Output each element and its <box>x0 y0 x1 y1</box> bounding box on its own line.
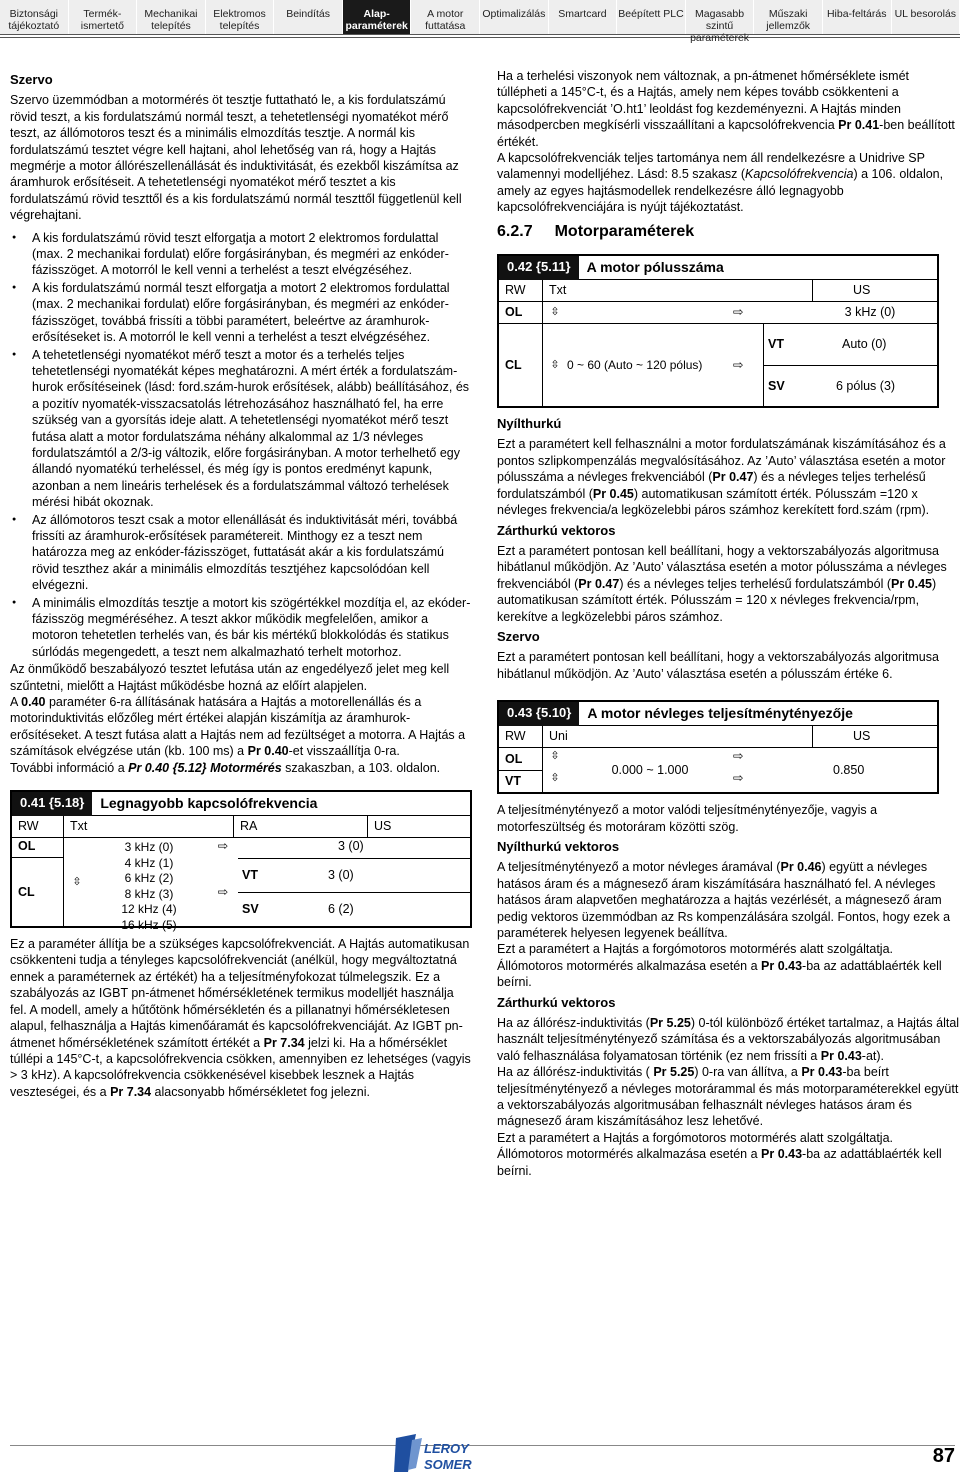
right-arrow-icon: ⇨ <box>733 357 744 372</box>
left-column <box>10 68 472 1100</box>
nav-tab[interactable]: Beépített PLC <box>617 0 686 34</box>
nav-tab[interactable]: Beindítás <box>274 0 343 34</box>
section-heading: 6.2.7 Motorparaméterek <box>497 222 695 240</box>
svg-text:LEROY: LEROY <box>424 1441 469 1456</box>
param-number: 0.42 {5.11} <box>499 256 579 280</box>
subheading: Szervo <box>497 628 540 644</box>
param-name: A motor névleges teljesítménytényezője <box>587 705 853 722</box>
nav-tab[interactable]: Smartcard <box>549 0 618 34</box>
nav-tab[interactable]: Elektromos telepítés <box>206 0 275 34</box>
subheading: Zárthurkú vektoros <box>497 522 616 538</box>
paragraph: Az önműködő beszabályozó tesztet lefutása után az engedélyező jelet meg kell szűntetni, mielőtt a Hajtást működésbe hozná az előírt alapjelen. <box>10 662 450 693</box>
paragraph: További információ a Pr 0.40 {5.12} Motormérés szakaszban, a 103. oldalon. <box>10 760 441 775</box>
param-number: 0.41 {5.18} <box>12 792 92 816</box>
paragraph: Ha az állórész-induktivitás ( Pr 5.25) 0-ra van állítva, a Pr 0.43-ba beírt teljesítménytényező a névleges motorárammal és más motorparaméterekkel együtt a vektorszabályozás algoritmusában felhasznált névleges hatásos áram és mágnesező áram kiszámításához lesz lehetővé. <box>497 1065 959 1129</box>
nav-tab[interactable]: Magasabb szintű paraméterek <box>686 0 755 34</box>
nav-tab[interactable]: A motor futtatása <box>411 0 480 34</box>
right-arrow-icon: ⇨ <box>217 884 229 899</box>
paragraph: Ha az állórész-induktivitás (Pr 5.25) 0-tól különböző értéket tartalmaz, a Hajtás által használt teljesítménytényező számítása és a vektorszabályozás algoritmusában való felhasználása folyamatosan történik (ez nem frissíti a Pr 0.43-at). <box>497 1016 960 1063</box>
nav-tab[interactable]: Biztonsági tájékoztató <box>0 0 69 34</box>
subheading: Zárthurkú vektoros <box>497 994 616 1010</box>
param-table-0-42: 0.42 {5.11} A motor pólusszáma RW Txt US OL ⇳ ⇨ 3 kHz (0) CL ⇳ 0 ~ 60 (Auto ~ 120 pólus) ⇨ VT Auto (0) SV 6 pólus (3) <box>497 254 939 408</box>
list-item: ● A kis fordulatszámú rövid teszt elforgatja a motort 2 elektromos fordulattal (max. 2 mechanikai fordulat) előre forgásirányban, és megméri az enkóder-fázisszöget. A motorról le kell venni a terhelést a teszt elvégzéséhez. <box>10 230 472 279</box>
nav-tab[interactable]: Műszaki jellemzők <box>754 0 823 34</box>
right-column <box>497 68 960 1179</box>
paragraph: A kapcsolófrekvenciák teljes tartománya nem áll rendelkezésre a Unidrive SP valamennyi modelljéhez. Lásd: 8.5 szakasz (Kapcsolófrekvencia) a 106. oldalon, amely az egyes hajtásmodellek rendelkezésre álló legnagyobb kapcsolófrekvenciájára is nyújt tájékoztatást. <box>497 151 944 215</box>
subheading: Nyílthurkú vektoros <box>497 838 620 854</box>
svg-text:SOMER: SOMER <box>424 1457 472 1472</box>
paragraph: Ezt a paramétert pontosan kell beállítani, hogy a vektorszabályozás algoritmusa hibátlanul működjön. Az ’Auto’ választása esetén a pólusszám értéke 6. <box>497 650 939 681</box>
updown-arrow-icon: ⇳ <box>72 875 82 888</box>
list-item: ● Az állómotoros teszt csak a motor ellenállását és induktivitását méri, továbbá frissíti az áramhurok-erősítések paramétereit. Minthogy ez a teszt nem határozza meg az enkóder-fázisszöget, futtatását akár a kis fordulatszámú rövid teszthez akár a minimális elmozdítás tesztjéhez kapcsolódóan kell elvégezni. <box>10 512 472 594</box>
right-arrow-icon: ⇨ <box>217 839 229 854</box>
param-table-0-41: 0.41 {5.18} Legnagyobb kapcsolófrekvencia RW Txt RA US OL CL ⇳ 3 kHz (0) 4 kHz (1) 6 kHz (2) 8 kHz (3) 12 kHz (4) 16 kHz (5) ⇨ ⇨ 3 (0) VT 3 (0) SV 6 (2) <box>10 790 472 928</box>
updown-arrow-icon: ⇳ <box>550 358 560 371</box>
nav-tab[interactable]: Hiba-feltárás <box>823 0 892 34</box>
test-list <box>10 230 472 661</box>
paragraph: Ezt a paramétert a Hajtás a forgómotoros motormérés alatt szolgáltatja. Állómotoros motormérés alkalmazása esetén a Pr 0.43-ba az adattáblaérték kell beírni. <box>497 1130 942 1178</box>
paragraph: Ezt a paramétert kell felhasználni a motor fordulatszámának kiszámításához és a pontos szlipkompenzálás megvalósításához. Az ’Auto’ választása esetén a motor pólusszáma a névleges frekvenciából (Pr 0.47) és a névleges teljes terhelésű fordulatszámból (Pr 0.45) automatikusan számított érték. Pólusszám =120 x névleges frekvencia/a legközelebbi páros számhoz kerekített ford.szám (rpm). <box>497 437 946 518</box>
list-item: ● A kis fordulatszámú normál teszt elforgatja a motort 2 elektromos fordulattal (max. 2 mechanikai fordulat) előre forgásirányban, és megméri az enkóder-fázisszöget, továbbá frissíti a többi paramétert, beleértve az áramhurok-erősítéseket is. A motorról le kell venni a terhelést a teszt elvégzéséhez. <box>10 280 472 346</box>
param-table-0-43: 0.43 {5.10} A motor névleges teljesítménytényezője RW Uni US OL VT ⇳ ⇳ 0.000 ~ 1.000 ⇨ ⇨ 0.850 <box>497 700 939 794</box>
param-name: A motor pólusszáma <box>586 259 724 276</box>
updown-arrow-icon: ⇳ <box>550 772 560 785</box>
param-number: 0.43 {5.10} <box>499 702 579 726</box>
nav-tab[interactable]: UL besorolás <box>892 0 960 34</box>
paragraph: Ezt a paramétert pontosan kell beállítani, hogy a vektorszabályozás algoritmusa hibátlanul működjön. Az ’Auto’ választása esetén a motor pólusszáma a névleges frekvenciából (Pr 0.47) és a névleges teljes terhelésű fordulatszámból (Pr 0.45) automatikusan számított érték. Pólusszám = 120 x névleges frekvencia/rpm, kerekítve a legközelebbi páros számhoz. <box>497 543 947 624</box>
nav-tab[interactable]: Mechanikai telepítés <box>137 0 206 34</box>
right-arrow-icon: ⇨ <box>733 305 744 320</box>
paragraph: A 0.40 paraméter 6-ra állításának hatására a Hajtás a motorellenállás és a motorinduktivitás előzőleg mért értékei alapján kiszámítja az áramhurok-erősítéseket. A teszt futása alatt a Hajtás nem ad fezültséget a motorra. A Hajtás a számítások elvégzése után (kb. 100 ms) a Pr 0.40-et visszaállítja 0-ra. <box>10 695 466 759</box>
nav-tab[interactable]: Optimalizálás <box>480 0 549 34</box>
section-nav <box>0 0 960 44</box>
nav-tab[interactable]: Termék-ismertető <box>69 0 138 34</box>
leroy-somer-logo <box>394 1432 494 1476</box>
param-name: Legnagyobb kapcsolófrekvencia <box>100 795 318 812</box>
paragraph: A teljesítménytényező a motor névleges áramával (Pr 0.46) együtt a névleges hatásos áram és a mágnesező áram kiszámítására használható fel. A névleges hatásos áram alapvetően meghatározza a hajtás vezérlését, a mágnesező áram pedig vektoros üzemmódban az Rs kompenzálására szolgál. Fontos, hogy ezek a paraméterek helyesen legyenek beállítva. <box>497 860 951 940</box>
list-item: ● A minimális elmozdítás tesztje a motort kis szögértékkel mozdítja el, az ekóder-fázisszög megméréséhez. A teszt akkor működik megfelelően, amikor a motoron tehetetlen terhelés van, és bár kis mértékű blokkolódás és statikus súrlódás megengedett, a teszt nem alkalmazható terhelt motorhoz. <box>10 595 472 661</box>
servo-intro: Szervo üzemmódban a motormérés öt tesztje futtatható le, a kis fordulatszámú rövid teszt, a kis fordulatszámú normál teszt, a tehetetlenségi nyomatékot mérő teszt, az állómotoros teszt és a minimális elmozdítás tesztje. A normál kis fordulatszámú tesztet végre kell hajtani, ahol lehetőség van rá, hogy a Hajtás megmérje a motor állórészellenállását és induktivitását, és ezekből kiszámítsa az áramhurok erősítéseit. A tehetetlenségi nyomatékot mérő tesztet a kis fordulatszámú rövid teszttől és a kis fordulatszámú normál teszttől függetlenül kell végrehajtani. <box>10 93 462 223</box>
right-arrow-icon: ⇨ <box>733 771 744 786</box>
nav-tab[interactable]: Alap-paraméterek <box>343 0 412 34</box>
paragraph: A teljesítménytényező a motor valódi teljesítménytényezője, vagyis a motorfeszültség és motoráram közötti szög. <box>497 803 878 834</box>
paragraph: Ezt a paramétert a Hajtás a forgómotoros motormérés alatt szolgáltatja. Állómotoros motormérés alkalmazása esetén a Pr 0.43-ba az adattáblaérték kell beírni. <box>497 942 942 990</box>
paragraph: Ez a paraméter állítja be a szükséges kapcsolófrekvenciát. A Hajtás automatikusan csökkenteni tudja a tényleges kapcsolófrekvenciát (anélkül, hogy megváltoztatná ennek a paraméternek az értékét) ha a teljesítményfokozat túlmelegszik. Ez a szabályozás az IGBT pn-átmenet hőmérsékletének termikus modelljét használja fel. A modell, amely a hűtőtönk hőmérsékletén és a pillanatnyi hőmérsékletesen alapul, felhasználja a Hajtás kimenőáramát és kapcsolófrekvenciáját. Az IGBT pn-átmenet hőmérsékletének számított értékét a Pr 7.34 jelzi ki. Ha a hőmérséklet túllépi a 145°C-t, a kapcsolófrekvencia csökken, amennyiben ez lehetséges (vagyis > 3 kHz). A kapcsolófrekvencia csökkenésével kisebbek lesznek a Hajtás veszteségei, és a Pr 7.34 alacsonyabb hőmérsékletet fog jelezni. <box>10 937 471 1099</box>
section-title: Szervo <box>10 72 53 87</box>
page-number: 87 <box>932 1445 955 1467</box>
paragraph: Ha a terhelési viszonyok nem változnak, a pn-átmenet hőmérséklete ismét túllépheti a 145°C-t, és a Hajtás, amely nem képes tovább csökkenteni a kapcsolófrekvenciát ’O.ht1’ leoldást fog kezdeményezni. A Hajtás minden másodpercben megkísérli visszaállítani a kapcsolófrekvencia Pr 0.41-ben beállított értékét. <box>497 69 955 149</box>
list-item: ● A tehetetlenségi nyomatékot mérő teszt a motor és a terhelés teljes tehetetlenségi nyomatékát képes meghatározni. A mért érték a fordulatszám-hurok erősítéseinek (lásd: ford.szám-hurok erősítések, alább) beállításához, és a pozitív nyomaték-visszacsatolás létrehozásához használható fel, ha erre szükség van a gyorsítás ideje alatt. A tehetetlenségi nyomatékot mérő teszt futása alatt a motor fordulatszáma néhány alkalommal az 1/3 névleges fordulatszámtól a 2/3-ig változik, előre forgásirányban. A motor terhelhető egy állandó nyomatékú terheléssel, és még így is pontos eredményt kapunk, azonban a nem lineáris terhelések és a fordulatszámmal változó terhelések mérési hibát okoznak. <box>10 347 472 511</box>
subheading: Nyílthurkú <box>497 416 562 432</box>
right-arrow-icon: ⇨ <box>733 749 744 764</box>
updown-arrow-icon: ⇳ <box>550 750 560 763</box>
updown-arrow-icon: ⇳ <box>550 306 560 319</box>
